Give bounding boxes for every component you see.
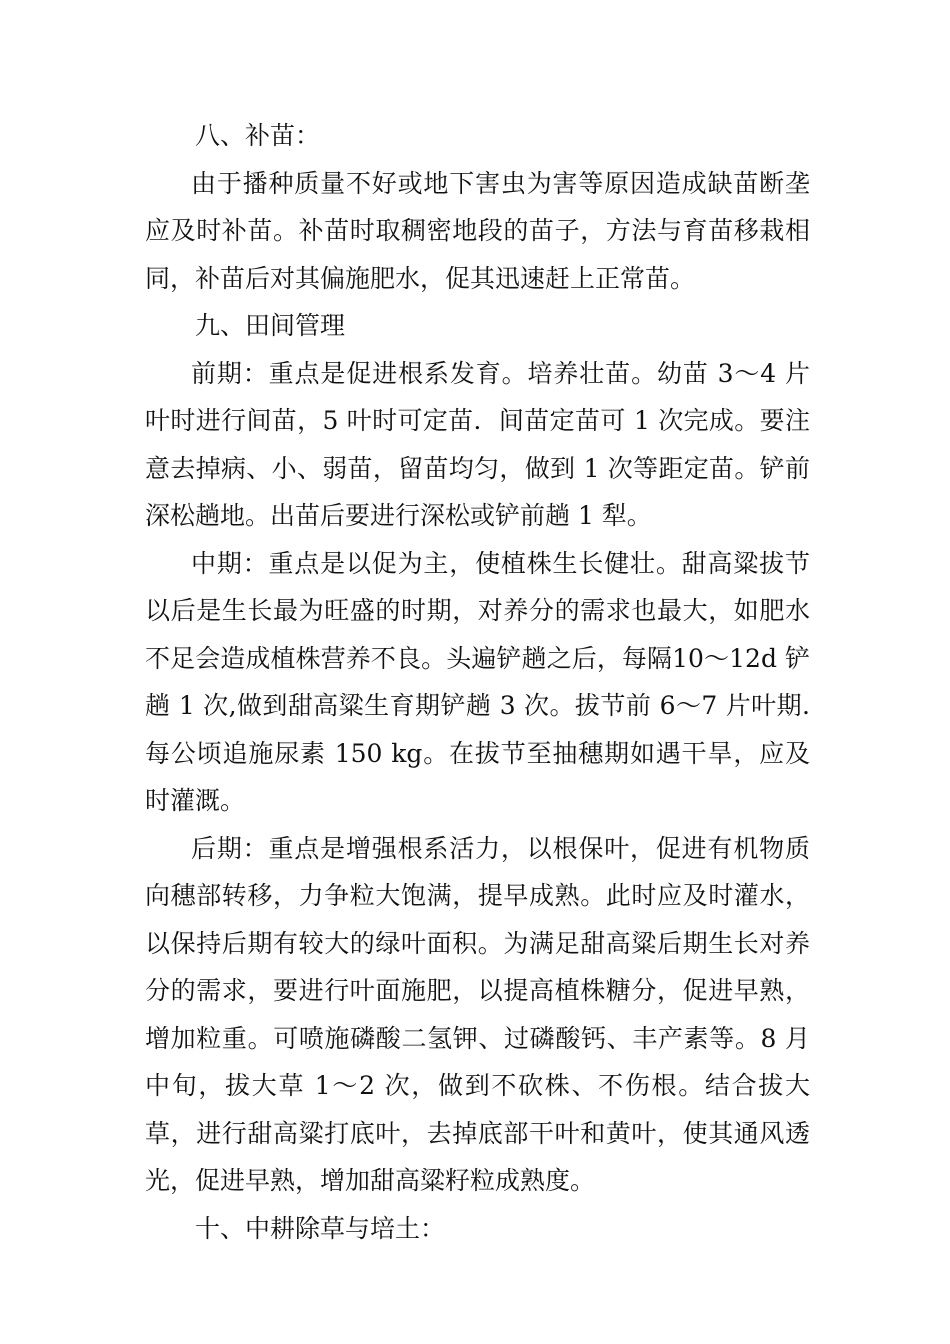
section-heading-field-management: 九、田间管理 bbox=[195, 311, 346, 340]
section-heading-seedling-replanting: 八、补苗： bbox=[195, 121, 321, 150]
paragraph-late-stage: 后期：重点是增强根系活力，以根保叶，促进有机物质向穗部转移，力争粒大饱满，提早成熟。此时应及时灌水，以保持后期有较大的绿叶面积。为满足甜高粱后期生长对养分的需求，要进行叶面施肥，以提高植株糖分，促进早熟，增加粒重。可喷施磷酸二氢钾、过磷酸钙、丰产素等。8 月中旬，拔大草 1～2 次，做到不砍株、不伤根。结合拔大草，进行甜高粱打底叶，去掉底部干叶和黄叶，使其通风透光，促进早熟，增加甜高粱籽粒成熟度。 bbox=[145, 833, 810, 1195]
paragraph-seedling-replanting: 由于播种质量不好或地下害虫为害等原因造成缺苗断垄应及时补苗。补苗时取稠密地段的苗子，方法与育苗移栽相同，补苗后对其偏施肥水，促其迅速赶上正常苗。 bbox=[145, 168, 810, 293]
document-body bbox=[145, 112, 810, 1252]
section-heading-cultivation-weeding: 十、中耕除草与培土： bbox=[195, 1213, 446, 1243]
paragraph-middle-stage: 中期：重点是以促为主，使植株生长健壮。甜高粱拔节以后是生长最为旺盛的时期，对养分的需求也最大，如肥水不足会造成植株营养不良。头遍铲趟之后，每隔10～12d 铲趟 1 次,做到甜高粱生育期铲趟 3 次。拔节前 6～7 片叶期.每公顷追施尿素 150 kg。在拔节至抽穗期如遇干旱，应及时灌溉。 bbox=[145, 548, 810, 815]
paragraph-early-stage: 前期：重点是促进根系发育。培养壮苗。幼苗 3～4 片叶时进行间苗，5 叶时可定苗．间苗定苗可 1 次完成。要注意去掉病、小、弱苗，留苗均匀，做到 1 次等距定苗。铲前深松趟地。出苗后要进行深松或铲前趟 1 犁。 bbox=[145, 358, 810, 530]
